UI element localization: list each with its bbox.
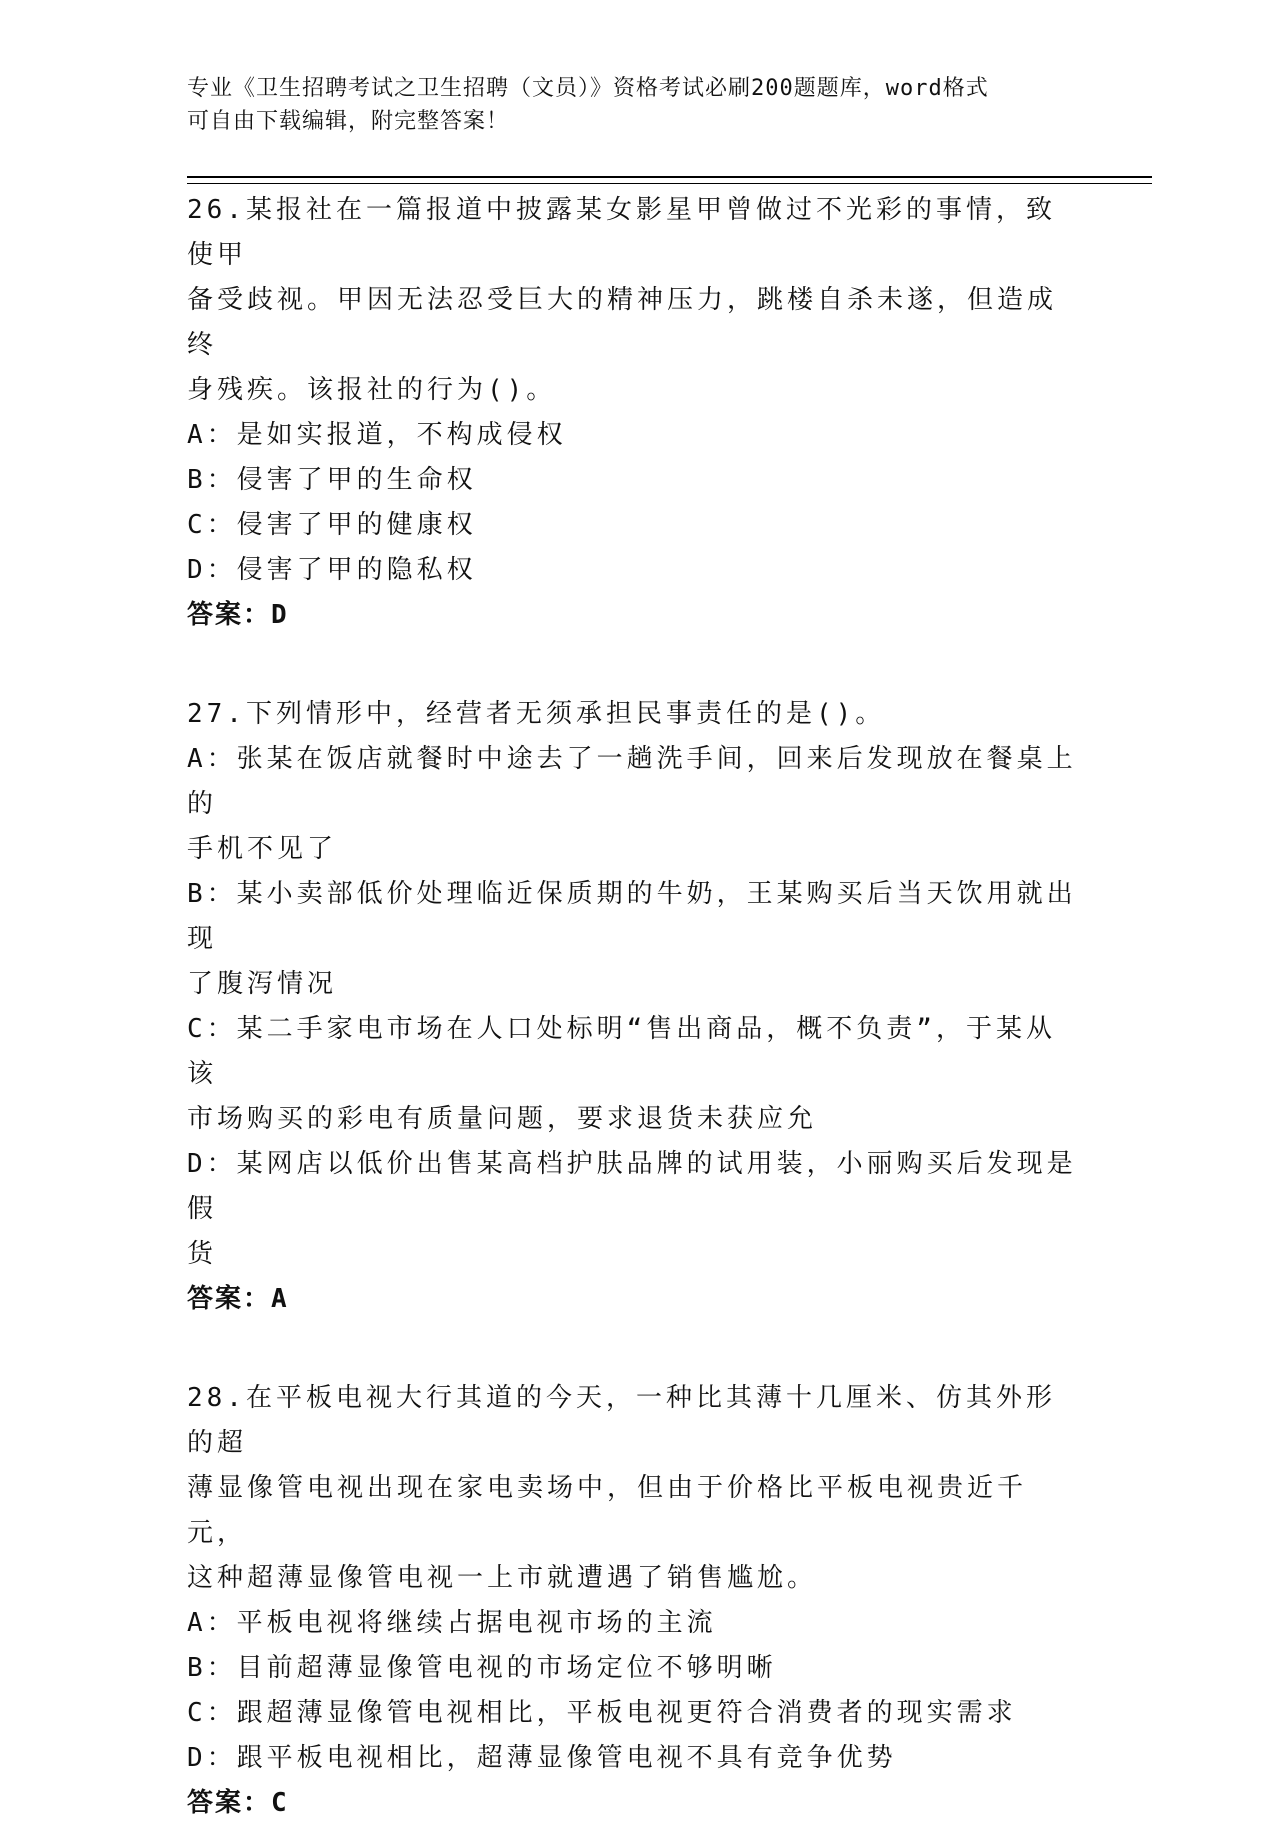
question-stem-line: 这种超薄显像管电视一上市就遭遇了销售尴尬。 — [187, 1563, 818, 1593]
header-divider-thick — [187, 176, 1152, 178]
question-spacer — [187, 1322, 1077, 1376]
header-line-1: 专业《卫生招聘考试之卫生招聘（文员）》资格考试必刷200题题库，word格式 — [187, 76, 989, 101]
question-stem-line: 27.下列情形中，经营者无须承担民事责任的是()。 — [187, 699, 886, 729]
answer-label: 答案：A — [187, 1284, 289, 1314]
question-stem-line: 26.某报社在一篇报道中披露某女影星甲曾做过不光彩的事情，致使甲 — [187, 195, 1056, 270]
option-d: D：侵害了甲的隐私权 — [187, 555, 477, 585]
question-28 — [187, 1376, 1077, 1826]
option-c-continuation: 市场购买的彩电有质量问题，要求退货未获应允 — [187, 1104, 818, 1134]
answer-label: 答案：C — [187, 1788, 289, 1818]
option-a-continuation: 手机不见了 — [187, 834, 338, 864]
answer-label: 答案：D — [187, 600, 289, 630]
document-header — [187, 72, 1087, 138]
option-b: B：目前超薄显像管电视的市场定位不够明晰 — [187, 1653, 777, 1683]
option-d: D：跟平板电视相比，超薄显像管电视不具有竞争优势 — [187, 1743, 897, 1773]
question-stem-line: 薄显像管电视出现在家电卖场中，但由于价格比平板电视贵近千元， — [187, 1473, 1028, 1548]
question-spacer — [187, 638, 1077, 692]
option-a: A：张某在饭店就餐时中途去了一趟洗手间，回来后发现放在餐桌上的 — [187, 744, 1077, 819]
option-b: B：侵害了甲的生命权 — [187, 465, 477, 495]
option-c: C：某二手家电市场在人口处标明“售出商品，概不负责”，于某从该 — [187, 1014, 1056, 1089]
option-a: A：平板电视将继续占据电视市场的主流 — [187, 1608, 717, 1638]
question-27 — [187, 692, 1077, 1322]
question-stem-line: 28.在平板电视大行其道的今天，一种比其薄十几厘米、仿其外形的超 — [187, 1383, 1056, 1458]
option-c: C：跟超薄显像管电视相比，平板电视更符合消费者的现实需求 — [187, 1698, 1017, 1728]
question-26 — [187, 188, 1077, 638]
option-b: B：某小卖部低价处理临近保质期的牛奶，王某购买后当天饮用就出现 — [187, 879, 1077, 954]
option-b-continuation: 了腹泻情况 — [187, 969, 338, 999]
option-c: C：侵害了甲的健康权 — [187, 510, 477, 540]
option-d-continuation: 货 — [187, 1239, 218, 1269]
question-stem-line: 身残疾。该报社的行为()。 — [187, 375, 557, 405]
option-d: D：某网店以低价出售某高档护肤品牌的试用装，小丽购买后发现是假 — [187, 1149, 1077, 1224]
question-stem-line: 备受歧视。甲因无法忍受巨大的精神压力，跳楼自杀未遂，但造成终 — [187, 285, 1058, 360]
option-a: A：是如实报道，不构成侵权 — [187, 420, 567, 450]
question-list — [187, 188, 1077, 1826]
header-line-2: 可自由下载编辑，附完整答案！ — [187, 109, 510, 134]
header-divider-thin — [187, 183, 1152, 184]
